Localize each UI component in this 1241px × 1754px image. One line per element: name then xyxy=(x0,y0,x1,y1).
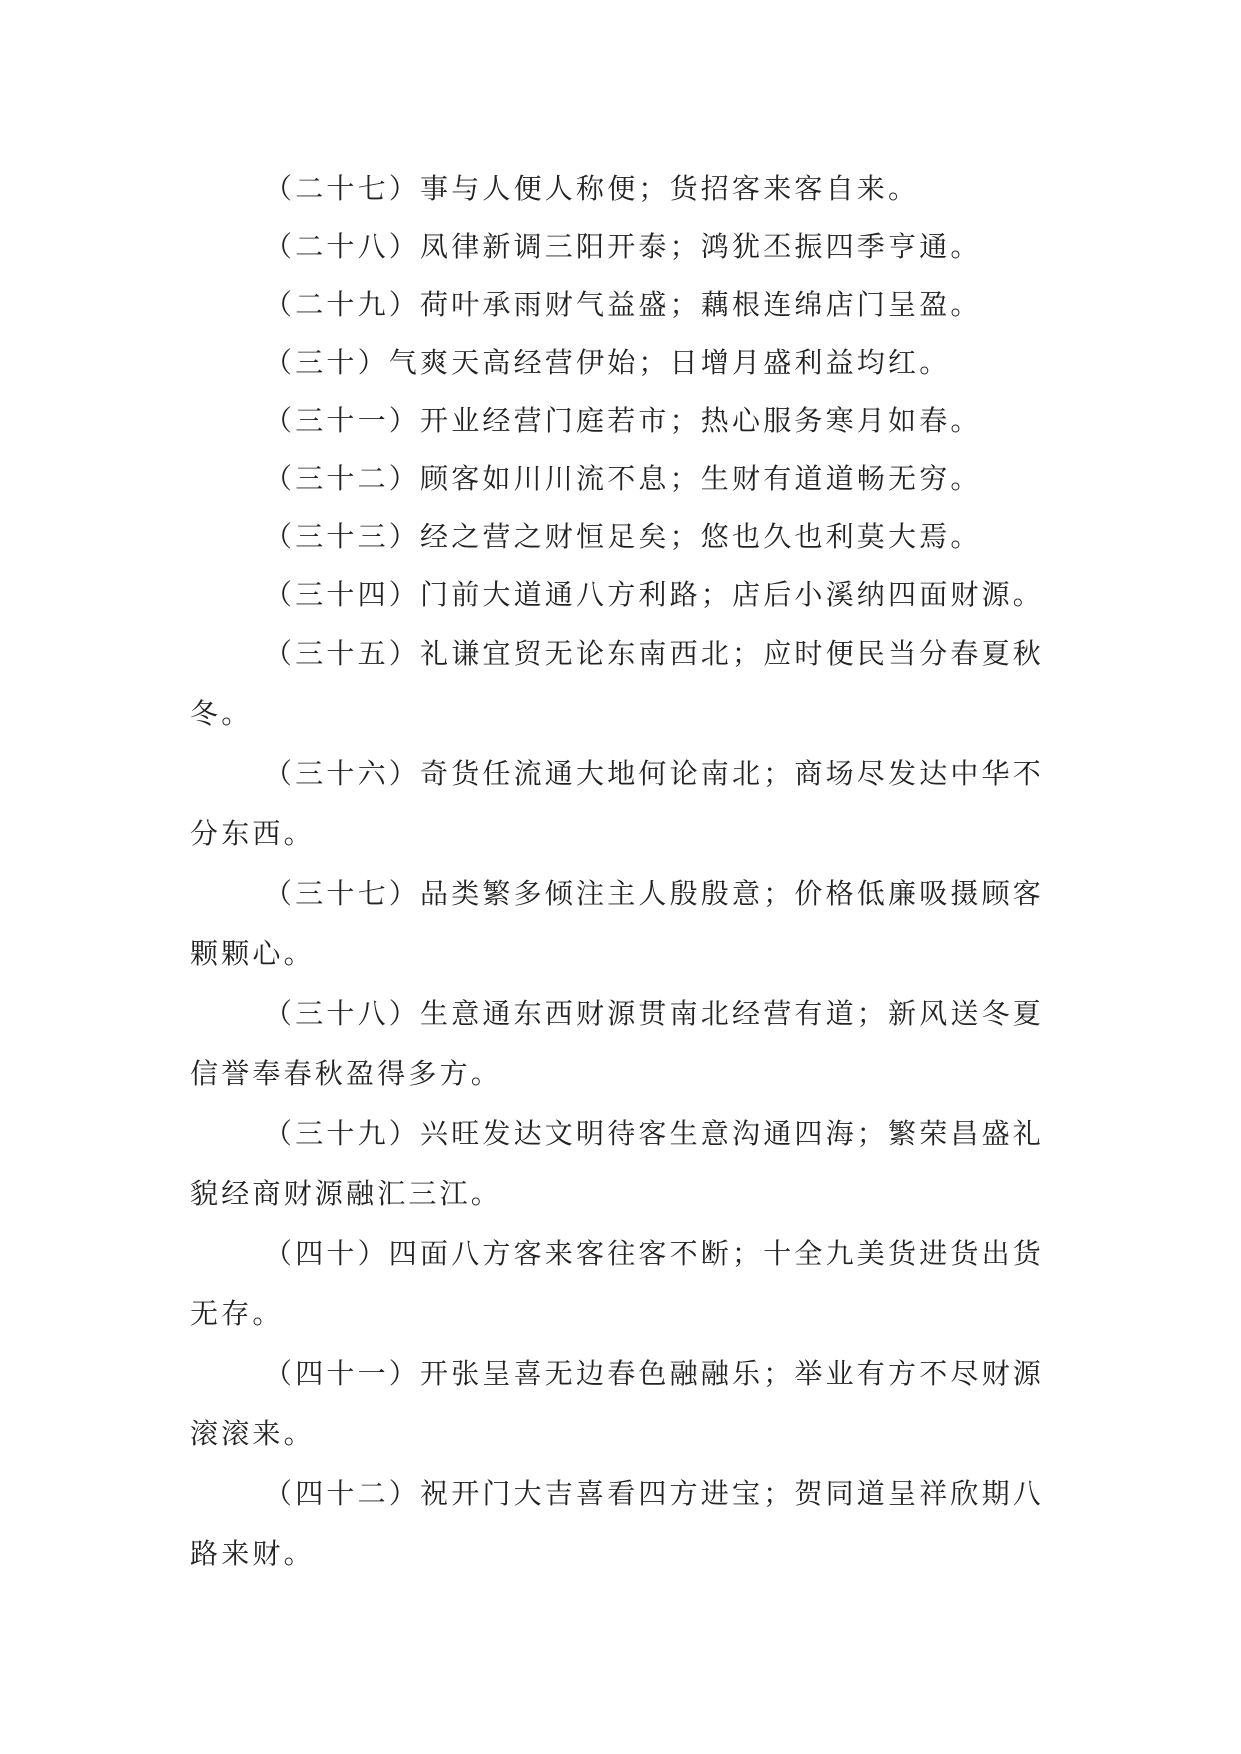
couplet-29: （二十九）荷叶承雨财气益盛；藕根连绵店门呈盈。 xyxy=(264,288,982,321)
couplet-37: （三十七）品类繁多倾注主人殷殷意；价格低廉吸摄顾客颗颗心。 xyxy=(190,877,1045,970)
couplet-35: （三十五）礼谦宜贸无论东南西北；应时便民当分春夏秋冬。 xyxy=(190,637,1045,730)
couplet-30: （三十）气爽天高经营伊始；日增月盛利益均红。 xyxy=(264,346,951,379)
couplet-39: （三十九）兴旺发达文明待客生意沟通四海；繁荣昌盛礼貌经商财源融汇三江。 xyxy=(190,1117,1045,1210)
couplet-27: （二十七）事与人便人称便；货招客来客自来。 xyxy=(264,172,920,205)
couplet-32: （三十二）顾客如川川流不息；生财有道道畅无穷。 xyxy=(264,462,982,495)
couplet-34: （三十四）门前大道通八方利路；店后小溪纳四面财源。 xyxy=(264,578,1045,611)
couplet-list xyxy=(190,160,1060,1584)
couplet-28: （二十八）凤律新调三阳开泰；鸿犹丕振四季亨通。 xyxy=(264,230,982,263)
couplet-40: （四十）四面八方客来客往客不断；十全九美货进货出货无存。 xyxy=(190,1237,1045,1330)
couplet-41: （四十一）开张呈喜无边春色融融乐；举业有方不尽财源滚滚来。 xyxy=(190,1357,1045,1450)
couplet-38: （三十八）生意通东西财源贯南北经营有道；新风送冬夏信誉奉春秋盈得多方。 xyxy=(190,997,1045,1090)
couplet-33: （三十三）经之营之财恒足矣；悠也久也利莫大焉。 xyxy=(264,520,982,553)
couplet-31: （三十一）开业经营门庭若市；热心服务寒月如春。 xyxy=(264,404,982,437)
couplet-42: （四十二）祝开门大吉喜看四方进宝；贺同道呈祥欣期八路来财。 xyxy=(190,1477,1045,1570)
couplet-36: （三十六）奇货任流通大地何论南北；商场尽发达中华不分东西。 xyxy=(190,757,1045,850)
